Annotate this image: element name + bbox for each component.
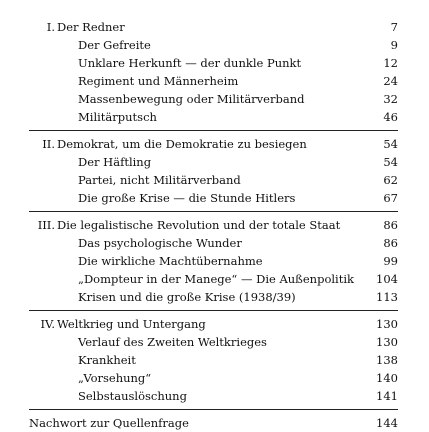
entry-title: „Vorsehung“	[78, 371, 152, 385]
toc-entry	[0, 234, 429, 252]
toc-entry	[0, 351, 429, 369]
entry-title: Massenbewegung oder Militärverband	[78, 92, 305, 106]
entry-title: Das psychologische Wunder	[78, 236, 242, 250]
entry-title: Militärputsch	[78, 110, 157, 124]
entry-title: Regiment und Männerheim	[78, 74, 239, 88]
page-number: 140	[376, 371, 398, 385]
section-title: Weltkrieg und Untergang	[57, 317, 206, 331]
toc-section-heading	[0, 135, 429, 153]
toc-entry	[0, 270, 429, 288]
entry-title: Selbstauslöschung	[78, 389, 187, 403]
afterword-title: Nachwort zur Quellenfrage	[29, 416, 189, 430]
page-number: 99	[383, 254, 398, 268]
toc-section-heading	[0, 315, 429, 333]
entry-title: „Dompteur in der Manege“ — Die Außenpolitik	[78, 272, 354, 286]
section-numeral: I.	[46, 20, 55, 34]
entry-title: Die große Krise — die Stunde Hitlers	[78, 191, 296, 205]
entry-title: Unklare Herkunft — der dunkle Punkt	[78, 56, 302, 70]
section-numeral: III.	[37, 218, 55, 232]
section-numeral: II.	[42, 137, 55, 151]
toc-entry	[0, 72, 429, 90]
table-of-contents	[0, 18, 429, 432]
toc-section-heading	[0, 18, 429, 36]
toc-entry	[0, 387, 429, 405]
toc-entry	[0, 171, 429, 189]
page-number: 24	[383, 74, 398, 88]
toc-entry	[0, 108, 429, 126]
page-number: 144	[376, 416, 398, 430]
toc-entry	[0, 54, 429, 72]
page-number: 138	[376, 353, 398, 367]
page-number: 104	[376, 272, 398, 286]
page-number: 62	[383, 173, 398, 187]
page-number: 130	[376, 317, 398, 331]
page-number: 12	[383, 56, 398, 70]
page-number: 54	[383, 137, 398, 151]
toc-entry	[0, 36, 429, 54]
toc-entry	[0, 189, 429, 207]
toc-afterword	[0, 414, 429, 432]
page-number: 141	[376, 389, 398, 403]
page-number: 67	[383, 191, 398, 205]
section-divider	[0, 405, 429, 414]
entry-title: Partei, nicht Militärverband	[78, 173, 241, 187]
section-divider	[0, 126, 429, 135]
section-divider	[0, 207, 429, 216]
section-divider	[0, 306, 429, 315]
section-title: Demokrat, um die Demokratie zu besiegen	[57, 137, 307, 151]
toc-entry	[0, 333, 429, 351]
page-number: 86	[383, 218, 398, 232]
section-title: Der Redner	[57, 20, 125, 34]
toc-entry	[0, 153, 429, 171]
toc-entry	[0, 288, 429, 306]
page-number: 46	[383, 110, 398, 124]
entry-title: Krankheit	[78, 353, 136, 367]
page-number: 9	[390, 38, 398, 52]
page-number: 86	[383, 236, 398, 250]
section-numeral: IV.	[40, 317, 55, 331]
toc-entry	[0, 90, 429, 108]
page-number: 54	[383, 155, 398, 169]
page-number: 7	[390, 20, 398, 34]
toc-section-heading	[0, 216, 429, 234]
toc-entry	[0, 252, 429, 270]
page-number: 130	[376, 335, 398, 349]
toc-entry	[0, 369, 429, 387]
entry-title: Krisen und die große Krise (1938/39)	[78, 290, 296, 304]
entry-title: Der Häftling	[78, 155, 152, 169]
entry-title: Verlauf des Zweiten Weltkrieges	[78, 335, 267, 349]
entry-title: Der Gefreite	[78, 38, 151, 52]
page-number: 113	[376, 290, 398, 304]
page-number: 32	[383, 92, 398, 106]
section-title: Die legalistische Revolution und der totale Staat	[57, 218, 341, 232]
entry-title: Die wirkliche Machtübernahme	[78, 254, 263, 268]
